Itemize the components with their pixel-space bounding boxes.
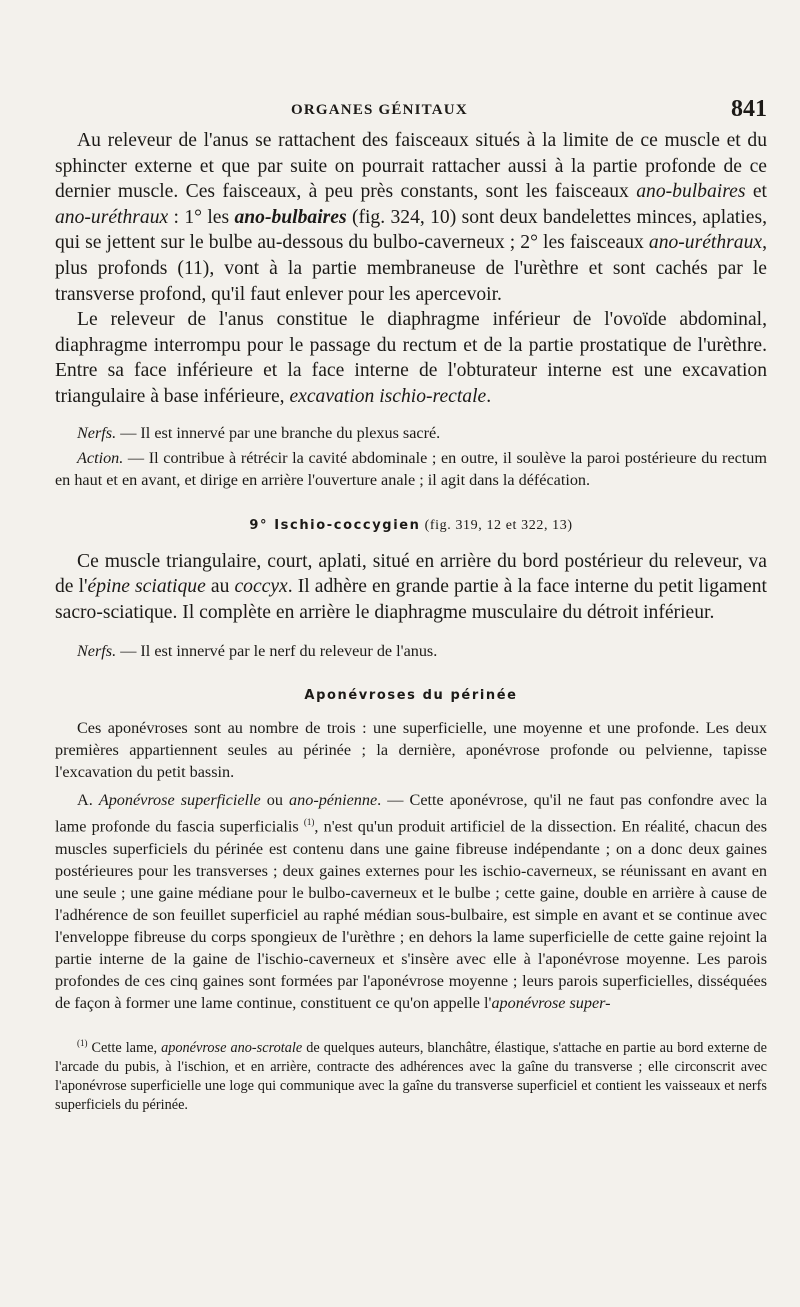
paragraph-ischio-coccygien: Ce muscle triangulaire, court, aplati, situé en arrière du bord postérieur du releveur, va de l'épine sciatique au coccyx. Il adhère en grande partie à la face interne du petit ligament sacro-sciatique. Il complète en arrière le diaphragme musculaire du détroit inférieur.	[55, 550, 767, 623]
paragraph-aponevrose-superficielle: A. Aponévrose superficielle ou ano-pénienne. — Cette aponévrose, qu'il ne faut pas confondre avec la lame profonde du fascia superficialis $^{(1)}$, n'est qu'un produit artificiel de la dissection. En réalité, chacun des muscles superficiels du périnée est contenu dans une gaine fibreuse indépendante ; on a donc deux gaines postérieures pour les transverses ; deux gaines externes pour les ischio-caverneux, se réunissant en avant en une seule ; une gaine médiane pour le bulbo-caverneux et le bulbe ; cette gaine, double en arrière à cause de l'adhérence de son feuillet superficiel au raphé médian sous-bulbaire, est simple en avant et se continue avec l'enveloppe fibreuse du corps spongieux de l'urèthre ; en dehors la lame superficielle de cette gaine rejoint la partie interne de la gaine de l'ischio-caverneux et s'insère avec elle à l'aponévrose moyenne. Les parois profondes de ces cinq gaines sont formées par l'aponévrose moyenne ; leurs parois superficielles, disséquées de façon à former une lame continue, constituent ce qu'on appelle l'aponévrose super-	[55, 790, 768, 1013]
paragraph-diaphragme: Le releveur de l'anus constitue le diaphragme inférieur de l'ovoïde abdominal, diaphragme interrompu pour le passage du rectum et de la partie prostatique de l'urèthre. Entre sa face inférieure et la face interne de l'obturateur interne est une excavation triangulaire à base inférieure, excavation ischio-rectale.	[55, 309, 767, 407]
heading-ischio-coccygien: 9° Ischio-coccygien (fig. 319, 12 et 322, 13)	[249, 517, 573, 533]
heading-aponevroses: Aponévroses du périnée	[304, 687, 518, 703]
running-header	[55, 98, 767, 128]
footnote: $^{(1)}$ Cette lame, aponévrose ano-scrotale de quelques auteurs, blanchâtre, élastique, s'attache en partie au bord externe de l'arcade du pubis, à l'ischion, et en arrière, contracte des adhérences avec la gaîne du transverse ; elle circonscrit avec l'aponévrose superficielle une loge qui communique avec la gaîne du transverse superficiel et contient les vaisseaux et nerfs superficiels du périnée.	[55, 1038, 767, 1114]
paragraph-ano-bulbaires: Au releveur de l'anus se rattachent des faisceaux situés à la limite de ce muscle et du sphincter externe et que par suite on pourrait rattacher aussi à la partie profonde de ce dernier muscle. Ces faisceaux, à peu près constants, sont les faisceaux ano-bulbaires et ano-uréthraux : 1° les ano-bulbaires (fig. 324, 10) sont deux bandelettes minces, aplaties, qui se jettent sur le bulbe au-dessous du bulbo-caverneux ; 2° les faisceaux ano-uréthraux, plus profonds (11), vont à la partie membraneuse de l'urèthre et sont cachés par le transverse profond, qu'il faut enlever pour les apercevoir.	[55, 130, 768, 305]
nerfs-releveur: Nerfs. — Il est innervé par une branche du plexus sacré.	[77, 423, 441, 442]
nerfs-ischio-coccygien: Nerfs. — Il est innervé par le nerf du releveur de l'anus.	[77, 641, 438, 660]
paragraph-aponevroses-intro: Ces aponévroses sont au nombre de trois : une superficielle, une moyenne et une profonde. Les deux premières appartiennent seules au périnée ; la dernière, aponévrose profonde ou pelvienne, tapisse l'excavation du petit bassin.	[55, 718, 767, 781]
running-title: ORGANES GÉNITAUX	[291, 102, 468, 118]
page	[55, 98, 767, 1115]
action-releveur: Action. — Il contribue à rétrécir la cavité abdominale ; en outre, il soulève la paroi postérieure du rectum en haut et en avant, et dirige en arrière l'ouverture anale ; il agit dans la défécation.	[55, 448, 767, 489]
page-number: 841	[731, 96, 767, 122]
